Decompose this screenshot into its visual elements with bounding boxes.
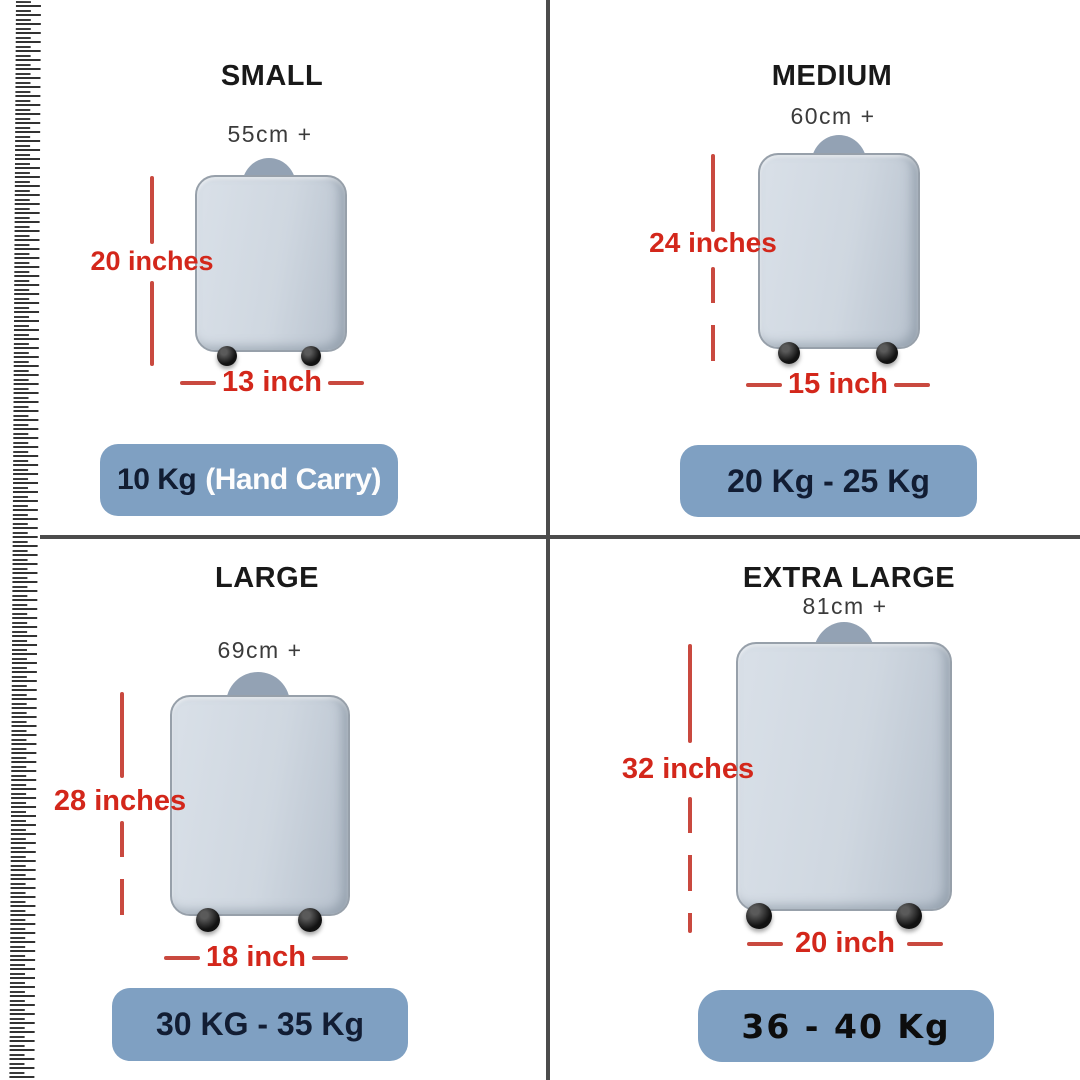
suitcase-wheel-left-icon [196,908,220,932]
height-measure-line-bottom [688,797,692,933]
weight-secondary-label: (Hand Carry) [205,463,381,496]
size-title-extra-large: EXTRA LARGE [742,562,956,594]
height-inches-label-extra-large: 32 inches [621,753,755,785]
suitcase-icon-extra-large [736,618,952,936]
size-title-small: SMALL [220,60,324,92]
height-cm-label-extra-large: 81cm + [802,593,888,619]
horizontal-divider [40,535,1080,539]
height-measure-line-top [150,176,154,244]
weight-primary-label: 36 - 40 Kg [741,1006,951,1046]
weight-badge-extra-large [698,990,994,1062]
suitcase-body [736,642,952,911]
width-inch-label-extra-large: 20 inch [795,927,895,959]
height-cm-label-medium: 60cm + [790,103,876,129]
width-measure-medium [736,368,940,401]
width-measure-small [170,366,374,399]
height-measure-line-top [688,644,692,743]
weight-primary-label: 20 Kg - 25 Kg [727,462,930,499]
weight-primary-label: 30 KG - 35 Kg [155,1006,365,1042]
width-measure-dash-left [164,956,200,960]
height-cm-label-small: 55cm + [227,121,313,147]
weight-badge-small [100,444,398,516]
measuring-tape-icon [6,0,43,1080]
suitcase-wheel-left-icon [217,346,237,366]
width-measure-dash-right [312,956,348,960]
height-measure-line-bottom [120,821,124,931]
size-title-large: LARGE [215,562,319,594]
width-measure-dash-right [907,942,943,946]
width-measure-dash-left [747,942,783,946]
width-measure-large [154,941,358,974]
size-title-medium: MEDIUM [771,60,893,92]
height-inches-label-large: 28 inches [53,785,187,817]
height-measure-line-bottom [711,267,715,368]
width-measure-dash-right [894,383,930,387]
height-inches-label-medium: 24 inches [649,227,777,258]
width-measure-dash-left [746,383,782,387]
suitcase-wheel-right-icon [301,346,321,366]
width-inch-label-large: 18 inch [206,941,306,973]
height-measure-line-top [711,154,715,232]
height-measure-line-top [120,692,124,778]
height-inches-label-small: 20 inches [90,246,214,276]
weight-badge-large [112,988,408,1061]
suitcase-wheel-right-icon [896,903,922,929]
height-cm-label-large: 69cm + [217,637,303,663]
suitcase-wheel-left-icon [746,903,772,929]
width-measure-extra-large [733,927,957,960]
suitcase-wheel-right-icon [298,908,322,932]
width-inch-label-small: 13 inch [222,366,322,398]
width-measure-dash-right [328,381,364,385]
vertical-divider [546,0,550,1080]
weight-badge-medium [680,445,977,517]
suitcase-wheel-left-icon [778,342,800,364]
width-measure-dash-left [180,381,216,385]
height-measure-line-bottom [150,281,154,366]
weight-primary-label: 10 Kg [117,463,197,496]
suitcase-wheel-right-icon [876,342,898,364]
width-inch-label-medium: 15 inch [788,368,888,400]
